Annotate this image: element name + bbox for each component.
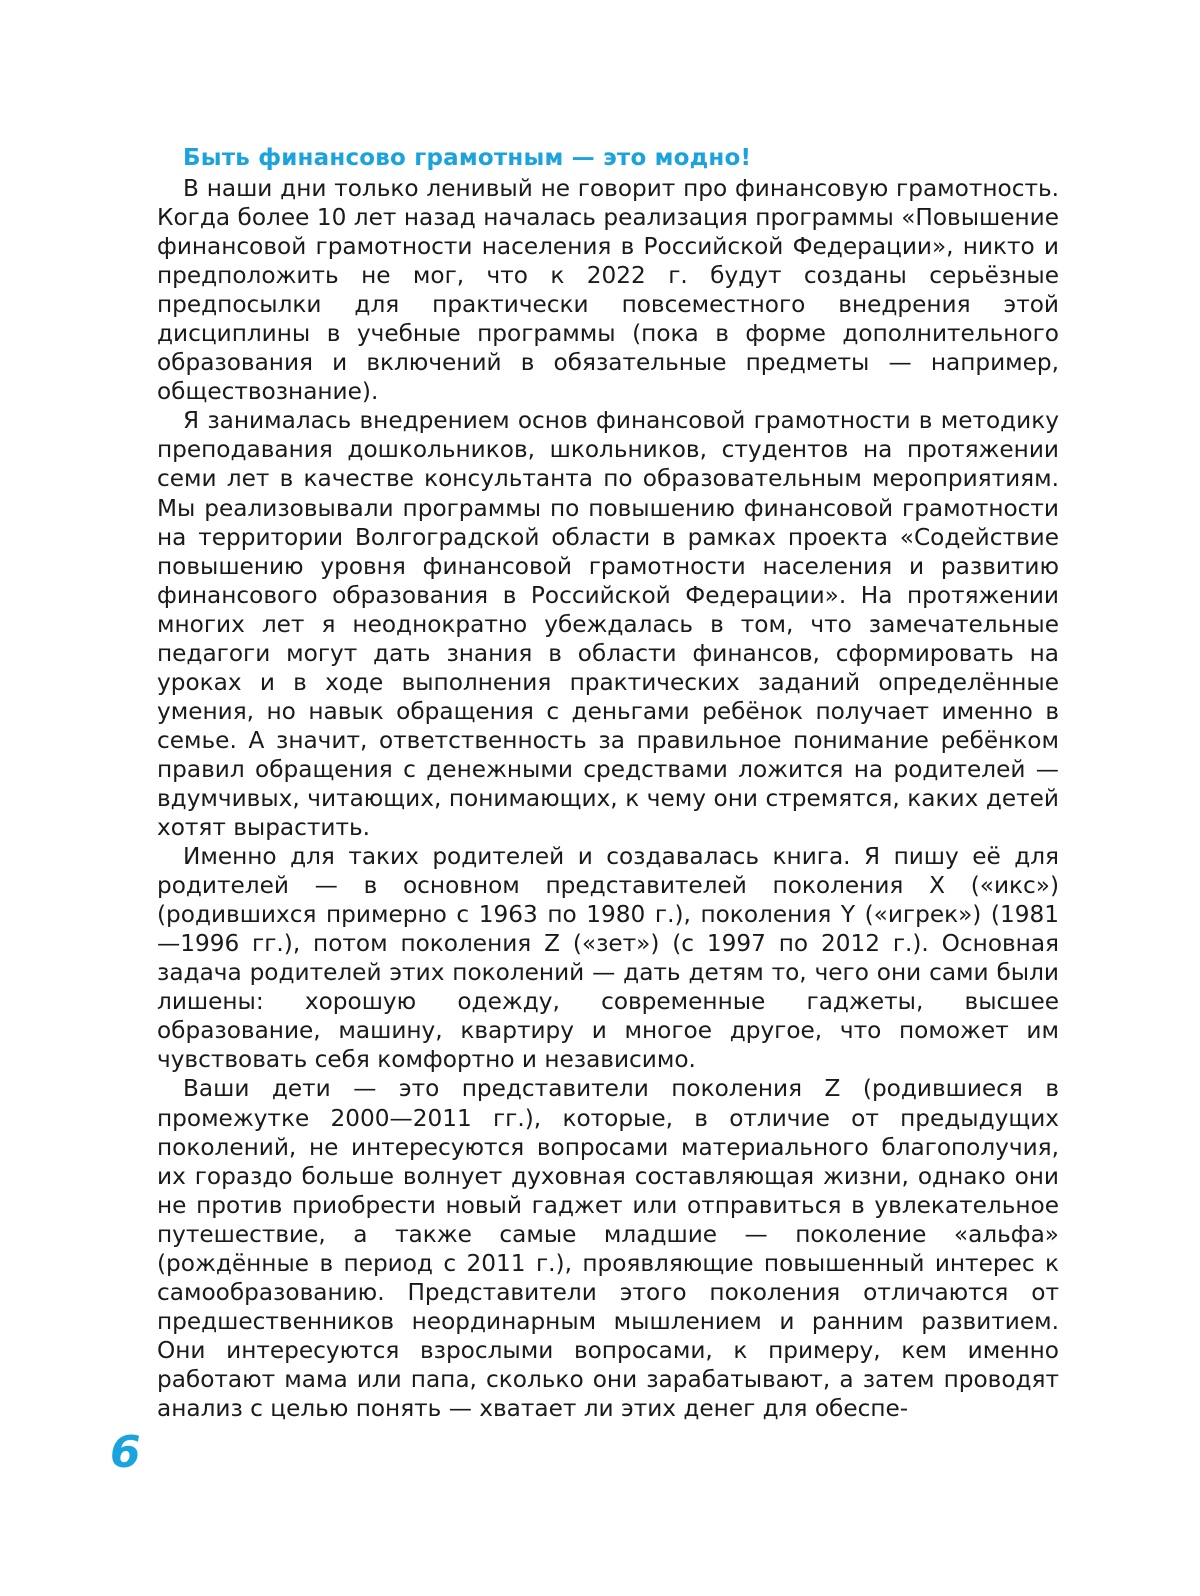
paragraph-2: Я занималась внедрением основ финансовой грамотности в методику преподавания дошкольников, школьников, студентов на протяжении семи лет в качестве консультанта по образовательным мероприятиям. Мы реализовывали программы по повышению финансовой грамотности на территории Волгоградской области в рамках проекта «Содействие повышению уровня финансовой грамотности населения и развитию финансового образования в Российской Федерации». На протяжении многих лет я неоднократно убеждалась в том, что замечательные педагоги могут дать знания в области финансов, сформировать на уроках и в ходе выполнения практических заданий определённые умения, но навык обращения с деньгами ребёнок получает именно в семье. А значит, ответственность за правильное понимание ребёнком правил обращения с денежными средствами ложится на родителей — вдумчивых, читающих, понимающих, к чему они стремятся, каких детей хотят вырастить. <box>157 407 1059 842</box>
page-content <box>157 142 1059 1423</box>
page-number: 6 <box>110 1427 141 1478</box>
paragraph-4: Ваши дети — это представители поколения Z (родившиеся в промежутке 2000—2011 гг.), которые, в отличие от предыдущих поколений, не интересуются вопросами материального благополучия, их гораздо больше волнует духовная составляющая жизни, однако они не против приобрести новый гаджет или отправиться в увлекательное путешествие, а также самые младшие — поколение «альфа» (рождённые в период с 2011 г.), проявляющие повышенный интерес к самообразованию. Представители этого поколения отличаются от предшественников неординарным мышлением и ранним развитием. Они интересуются взрослыми вопросами, к примеру, кем именно работают мама или папа, сколько они зарабатывают, а затем проводят анализ с целью понять — хватает ли этих денег для обеспе- <box>157 1075 1059 1422</box>
paragraph-1: В наши дни только ленивый не говорит про финансовую грамотность. Когда более 10 лет назад началась реализация программы «Повышение финансовой грамотности населения в Российской Федерации», никто и предположить не мог, что к 2022 г. будут созданы серьёзные предпосылки для практически повсеместного внедрения этой дисциплины в учебные программы (пока в форме дополнительного образования и включений в обязательные предметы — например, обществознание). <box>157 175 1059 406</box>
section-heading: Быть финансово грамотным — это модно! <box>183 145 752 171</box>
paragraph-3: Именно для таких родителей и создавалась книга. Я пишу её для родителей — в основном представителей поколения X («икс») (родившихся примерно с 1963 по 1980 г.), поколения Y («игрек») (1981—1996 гг.), потом поколения Z («зет») (с 1997 по 2012 г.). Основная задача родителей этих поколений — дать детям то, чего они сами были лишены: хорошую одежду, современные гаджеты, высшее образование, машину, квартиру и многое другое, что поможет им чувствовать себя комфортно и независимо. <box>157 843 1059 1074</box>
